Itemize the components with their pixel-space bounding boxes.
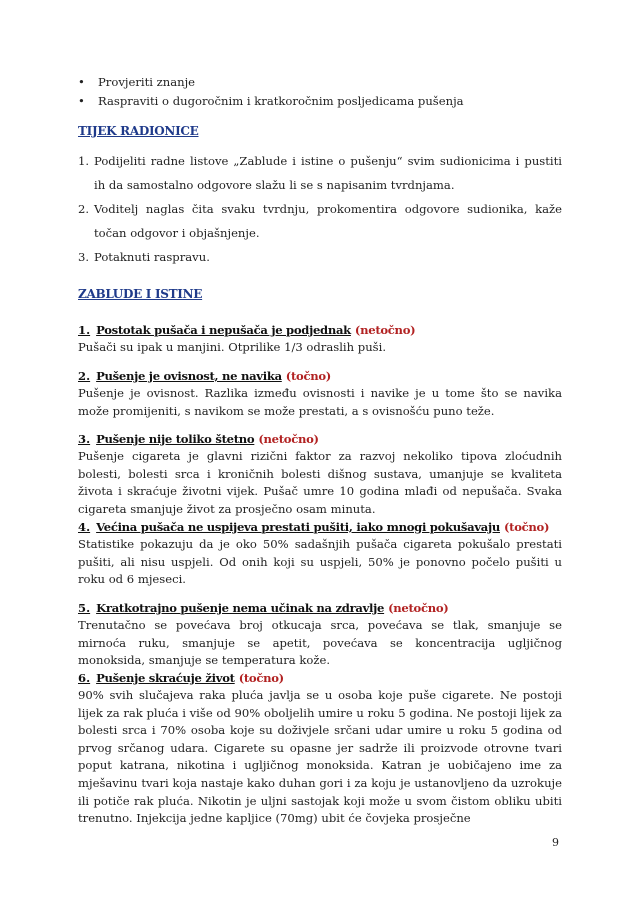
myth-title: 3. Pušenje nije toliko štetno (netočno): [78, 432, 319, 446]
section-heading-tijek: TIJEK RADIONICE: [78, 124, 199, 138]
section-heading-zablude: ZABLUDE I ISTINE: [78, 287, 203, 301]
myth-item: [78, 321, 562, 357]
myth-title: 5. Kratkotrajno pušenje nema učinak na zdravlje (netočno): [78, 601, 449, 615]
step-item: 2. Voditelj naglas čita svaku tvrdnju, prokomentira odgovore sudionika, kaže točan odgovor i objašnjenje.: [78, 202, 562, 240]
objectives-list: [78, 73, 568, 111]
myth-explanation: Pušači su ipak u manjini. Otprilike 1/3 odraslih puši.: [78, 340, 387, 354]
verdict-label: (točno): [285, 369, 331, 383]
verdict-label: (netočno): [258, 432, 319, 446]
page-number: 9: [552, 836, 559, 849]
workshop-steps: [78, 149, 562, 269]
myth-item: [78, 430, 562, 518]
verdict-label: (netočno): [388, 601, 449, 615]
verdict-label: (točno): [238, 671, 284, 685]
myth-explanation: Trenutačno se povećava broj otkucaja srca, povećava se tlak, smanjuje se mirnoća ruku, smanjuje se apetit, povećava se koncentracija ugljičnog monoksida, smanjuje se temperatura kože.: [78, 618, 562, 668]
list-item: • Provjeriti znanje: [78, 73, 568, 92]
bullet-icon: •: [78, 94, 85, 108]
myth-explanation: 90% svih slučajeva raka pluća javlja se u osoba koje puše cigarete. Ne postoji lijek za rak pluća i više od 90% oboljelih umire u roku 5 godina. Ne postoji lijek za bolesti srca i 70% osoba koje su doživjele srčani udar umire u roku 5 godina od prvog srčanog udara. Cigarete su opasne jer sadrže ili proizvode otrovne tvari poput katrana, nikotina i ugljičnog monoksida. Katran je uobičajeno ime za mješavinu tvari koja nastaje kako duhan gori i za koju je ustanovljeno da uzrokuje ili potiče rak pluća. Nikotin je uljni sastojak koji može u svom čistom obliku ubiti trenutno. Injekcija jedne kapljice (70mg) ubit će čovjeka prosječne: [78, 688, 562, 826]
list-item: • Raspraviti o dugoročnim i kratkoročnim posljedicama pušenja: [78, 92, 568, 111]
myth-title: 2. Pušenje je ovisnost, ne navika (točno): [78, 369, 331, 383]
myth-explanation: Statistike pokazuju da je oko 50% sadašnjih pušača cigareta pokušalo prestati pušiti, ali nisu uspjeli. Od onih koji su uspjeli, 50% je ponovno počelo pušiti u roku od 6 mjeseci.: [78, 537, 562, 587]
myth-explanation: Pušenje je ovisnost. Razlika između ovisnosti i navike je u tome što se navika može promijeniti, s navikom se može prestati, a s ovisnošću puno teže.: [78, 386, 562, 418]
step-item: 1. Podijeliti radne listove „Zablude i istine o pušenju“ svim sudionicima i pustiti ih da samostalno odgovore slažu li se s napisanim tvrdnjama.: [78, 154, 562, 192]
myth-item: [78, 599, 562, 670]
bullet-icon: •: [78, 75, 85, 89]
myth-explanation: Pušenje cigareta je glavni rizični faktor za razvoj nekoliko tipova zloćudnih bolesti, bolesti srca i kroničnih bolesti dišnog sustava, umanjuje se kvaliteta života i skraćuje životni vijek. Pušač umre 10 godina mlađi od nepušača. Svaka cigareta smanjuje život za prosječno osam minuta.: [78, 449, 562, 516]
myth-title: 6. Pušenje skraćuje život (točno): [78, 671, 284, 685]
myth-title: 1. Postotak pušača i nepušača je podjednak (netočno): [78, 323, 416, 337]
step-item: 3. Potaknuti raspravu.: [78, 250, 210, 264]
verdict-label: (netočno): [354, 323, 416, 337]
myth-item: [78, 669, 562, 828]
myth-title: 4. Većina pušača ne uspijeva prestati pušiti, iako mnogi pokušavaju (točno): [78, 520, 550, 534]
verdict-label: (točno): [504, 520, 550, 534]
myth-item: [78, 518, 562, 589]
myth-item: [78, 367, 562, 420]
